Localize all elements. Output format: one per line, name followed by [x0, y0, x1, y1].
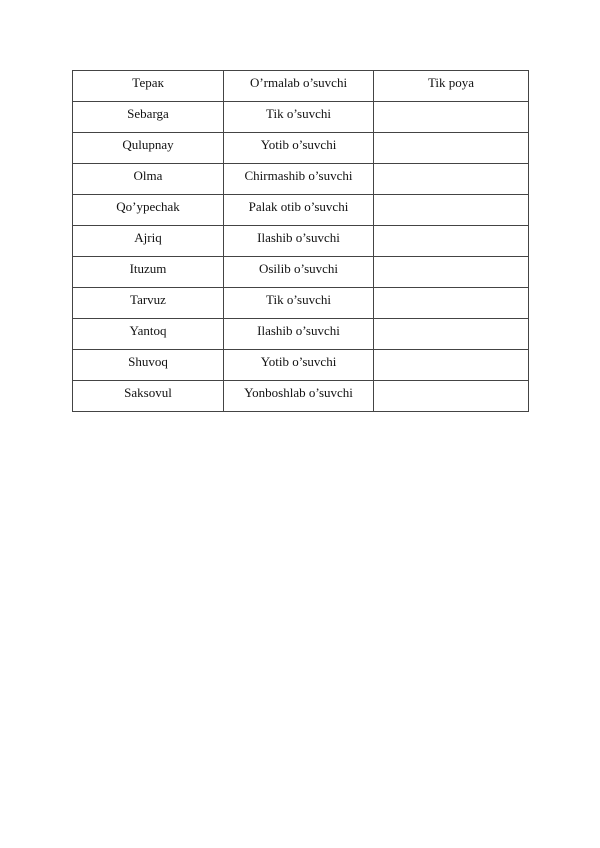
table-cell: [73, 226, 224, 257]
table-cell: [73, 381, 224, 412]
cell-text: [374, 319, 528, 324]
table-cell: [73, 102, 224, 133]
cell-text: Sebarga: [127, 106, 169, 121]
table-cell: [224, 350, 374, 381]
plant-table: [72, 70, 529, 412]
cell-text: Qulupnay: [122, 137, 174, 152]
cell-text: Palak otib o’suvchi: [248, 199, 349, 214]
table-row: [73, 381, 529, 412]
cell-text: Yonboshlab o’suvchi: [244, 385, 353, 400]
cell-text: [374, 133, 528, 138]
cell-text: Tik poya: [427, 75, 475, 90]
table-cell: [73, 257, 224, 288]
table-cell: [374, 71, 529, 102]
cell-text: [374, 381, 528, 386]
table-cell: [224, 226, 374, 257]
table-row: [73, 133, 529, 164]
cell-text: [374, 288, 528, 293]
table-cell: [224, 133, 374, 164]
cell-text: Chirmashib o’suvchi: [244, 168, 353, 183]
table-cell: [224, 257, 374, 288]
cell-text: Ajriq: [134, 230, 162, 245]
cell-text: Tik o’suvchi: [266, 106, 331, 121]
table-row: [73, 257, 529, 288]
table-row: [73, 195, 529, 226]
cell-text: Yotib o’suvchi: [260, 137, 337, 152]
table-cell: [374, 257, 529, 288]
cell-text: Yotib o’suvchi: [260, 354, 337, 369]
cell-text: Saksovul: [124, 385, 172, 400]
cell-text: Yantoq: [129, 323, 167, 338]
table-cell: [73, 288, 224, 319]
table-row: [73, 350, 529, 381]
cell-text: Tarvuz: [130, 292, 166, 307]
table-cell: [224, 381, 374, 412]
table-cell: [374, 226, 529, 257]
cell-text: Ilashib o’suvchi: [257, 230, 340, 245]
cell-text: [374, 257, 528, 262]
table-cell: [374, 195, 529, 226]
table-cell: [374, 164, 529, 195]
cell-text: Shuvoq: [128, 354, 168, 369]
table-cell: [374, 319, 529, 350]
cell-text: [374, 350, 528, 355]
table-row: [73, 102, 529, 133]
table-cell: [374, 350, 529, 381]
table-row: [73, 319, 529, 350]
table-cell: [374, 288, 529, 319]
table-cell: [224, 164, 374, 195]
table-cell: [73, 319, 224, 350]
cell-text: [374, 226, 528, 231]
table-row: [73, 71, 529, 102]
table-cell: [73, 133, 224, 164]
table-cell: [224, 102, 374, 133]
cell-text: Ilashib o’suvchi: [257, 323, 340, 338]
cell-text: Qo’ypechak: [116, 199, 180, 214]
cell-text: Osilib o’suvchi: [258, 261, 339, 276]
cell-text: [374, 195, 528, 200]
cell-text: Терак: [132, 75, 164, 90]
table-cell: [224, 319, 374, 350]
cell-text: Ituzum: [129, 261, 167, 276]
cell-text: [374, 164, 528, 169]
plant-table-body: [73, 71, 529, 412]
cell-text: Tik o’suvchi: [266, 292, 331, 307]
cell-text: [374, 102, 528, 107]
table-cell: [374, 381, 529, 412]
table-cell: [73, 164, 224, 195]
table-row: [73, 164, 529, 195]
table-cell: [73, 71, 224, 102]
table-cell: [224, 71, 374, 102]
table-cell: [374, 102, 529, 133]
table-cell: [73, 195, 224, 226]
table-row: [73, 226, 529, 257]
table-cell: [374, 133, 529, 164]
table-row: [73, 288, 529, 319]
cell-text: Olma: [133, 168, 163, 183]
table-cell: [224, 195, 374, 226]
table-cell: [73, 350, 224, 381]
cell-text: O’rmalab o’suvchi: [249, 75, 348, 90]
table-cell: [224, 288, 374, 319]
